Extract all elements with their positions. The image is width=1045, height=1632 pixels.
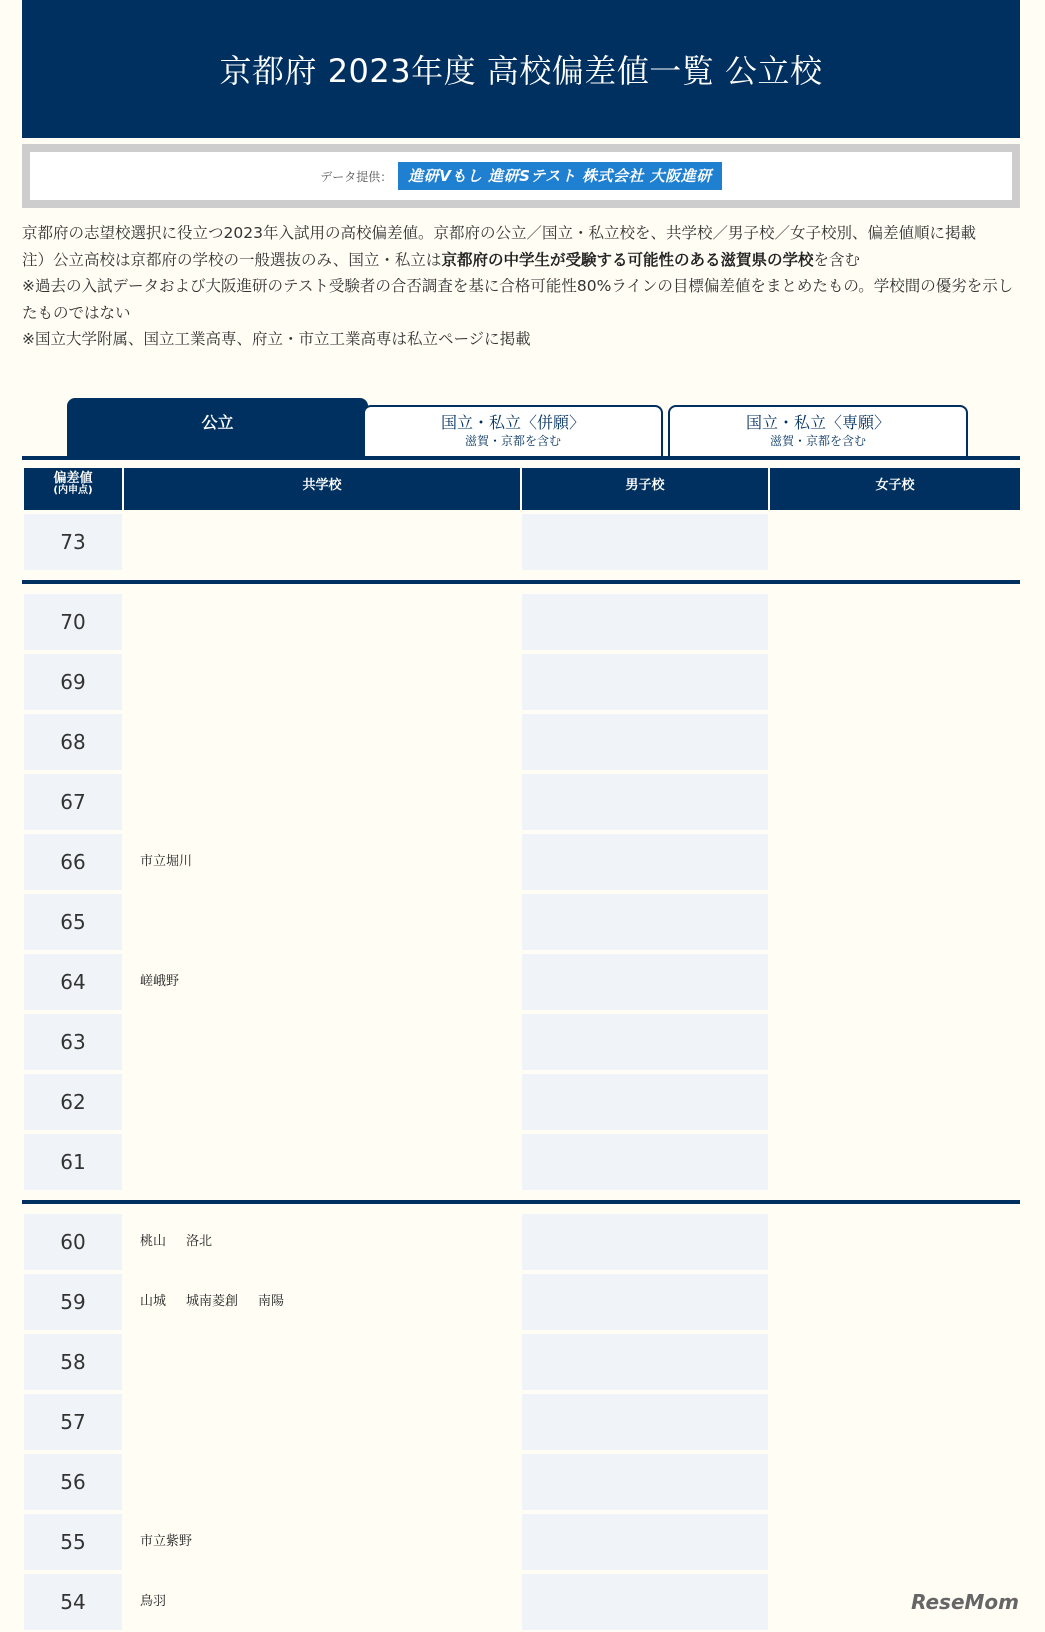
- coed-cell: [124, 1014, 520, 1070]
- school-name: 南陽: [258, 1294, 285, 1309]
- table-row: [22, 772, 1020, 832]
- table-header: [22, 468, 1020, 512]
- score-cell: 67: [24, 774, 122, 830]
- tab-bar: [22, 398, 1020, 460]
- tab-label: 国立・私立〈専願〉: [745, 413, 890, 432]
- coed-cell: [124, 714, 520, 770]
- header-boys: 男子校: [522, 468, 768, 510]
- girls-cell: [770, 1334, 1020, 1390]
- description-note: ※過去の入試データおよび大阪進研のテスト受験者の合否調査を基に合格可能性80%ラインの目標偏差値をまとめたもの。学校間の優劣を示したものではない: [22, 277, 1014, 322]
- girls-cell: [770, 1274, 1020, 1330]
- boys-cell: [522, 1074, 768, 1130]
- girls-cell: [770, 514, 1020, 570]
- boys-cell: [522, 894, 768, 950]
- score-cell: 58: [24, 1334, 122, 1390]
- coed-cell: [124, 1274, 520, 1330]
- table-row: [22, 892, 1020, 952]
- table-row: [22, 1132, 1020, 1192]
- table-row: [22, 1572, 1020, 1632]
- boys-cell: [522, 1394, 768, 1450]
- tab-sublabel: 滋賀・京都を含む: [769, 434, 866, 448]
- table-row: [22, 512, 1020, 572]
- school-name: 嵯峨野: [140, 974, 180, 989]
- school-name: 市立堀川: [140, 854, 193, 869]
- group-separator: [22, 580, 1020, 584]
- girls-cell: [770, 1394, 1020, 1450]
- note-bold: 京都府の中学生が受験する可能性のある滋賀県の学校: [441, 250, 814, 269]
- tab-sublabel: 滋賀・京都を含む: [464, 434, 561, 448]
- header-girls: 女子校: [770, 468, 1020, 510]
- note-post: を含む: [813, 250, 860, 269]
- table-row: [22, 652, 1020, 712]
- description: [22, 220, 1020, 353]
- coed-cell: [124, 1514, 520, 1570]
- boys-cell: [522, 1274, 768, 1330]
- group-separator: [22, 1200, 1020, 1204]
- girls-cell: [770, 954, 1020, 1010]
- table-row: [22, 1012, 1020, 1072]
- school-name: 城南菱創: [186, 1294, 239, 1309]
- table-row: [22, 592, 1020, 652]
- coed-cell: [124, 654, 520, 710]
- boys-cell: [522, 1514, 768, 1570]
- girls-cell: [770, 1074, 1020, 1130]
- boys-cell: [522, 1214, 768, 1270]
- coed-cell: [124, 894, 520, 950]
- data-provider-inner: [30, 152, 1012, 200]
- score-cell: 73: [24, 514, 122, 570]
- table-row: [22, 1272, 1020, 1332]
- tab-label: 国立・私立〈併願〉: [440, 413, 585, 432]
- tab-national-private-combined[interactable]: [363, 405, 663, 456]
- coed-cell: [124, 1394, 520, 1450]
- watermark-logo: ReseMom: [911, 1590, 1019, 1614]
- score-cell: 54: [24, 1574, 122, 1630]
- score-cell: 69: [24, 654, 122, 710]
- score-cell: 64: [24, 954, 122, 1010]
- score-cell: 68: [24, 714, 122, 770]
- score-cell: 70: [24, 594, 122, 650]
- score-cell: 62: [24, 1074, 122, 1130]
- description-line: 京都府の志望校選択に役立つ2023年入試用の高校偏差値。京都府の公立／国立・私立校を、共学校／男子校／女子校別、偏差値順に掲載: [22, 224, 976, 242]
- boys-cell: [522, 834, 768, 890]
- score-cell: 57: [24, 1394, 122, 1450]
- coed-cell: [124, 1454, 520, 1510]
- coed-cell: [124, 514, 520, 570]
- table-row: [22, 1452, 1020, 1512]
- coed-cell: [124, 1074, 520, 1130]
- coed-cell: [124, 954, 520, 1010]
- boys-cell: [522, 1454, 768, 1510]
- school-name: 市立紫野: [140, 1534, 193, 1549]
- coed-cell: [124, 594, 520, 650]
- boys-cell: [522, 514, 768, 570]
- tab-label: 公立: [201, 413, 234, 432]
- school-name: 山城: [140, 1294, 167, 1309]
- page-title: 京都府 2023年度 高校偏差値一覧 公立校: [219, 52, 823, 90]
- girls-cell: [770, 1014, 1020, 1070]
- boys-cell: [522, 1014, 768, 1070]
- score-cell: 55: [24, 1514, 122, 1570]
- boys-cell: [522, 1134, 768, 1190]
- table-body: [22, 512, 1020, 1632]
- coed-cell: [124, 1134, 520, 1190]
- score-cell: 61: [24, 1134, 122, 1190]
- boys-cell: [522, 714, 768, 770]
- girls-cell: [770, 1454, 1020, 1510]
- table-row: [22, 1512, 1020, 1572]
- boys-cell: [522, 774, 768, 830]
- tab-national-private-exclusive[interactable]: [668, 405, 968, 456]
- score-cell: 56: [24, 1454, 122, 1510]
- school-name: 鳥羽: [140, 1594, 167, 1609]
- table-row: [22, 1072, 1020, 1132]
- girls-cell: [770, 894, 1020, 950]
- header-score-label: 偏差値: [53, 471, 93, 486]
- girls-cell: [770, 1514, 1020, 1570]
- boys-cell: [522, 594, 768, 650]
- description-note: [22, 247, 1020, 274]
- boys-cell: [522, 1334, 768, 1390]
- school-name: 桃山: [140, 1234, 167, 1249]
- girls-cell: [770, 594, 1020, 650]
- table-row: [22, 712, 1020, 772]
- girls-cell: [770, 714, 1020, 770]
- deviation-table: [22, 464, 1020, 1632]
- score-cell: 66: [24, 834, 122, 890]
- score-cell: 65: [24, 894, 122, 950]
- description-note: ※国立大学附属、国立工業高専、府立・市立工業高専は私立ページに掲載: [22, 330, 531, 348]
- coed-cell: [124, 1334, 520, 1390]
- girls-cell: [770, 654, 1020, 710]
- data-provider-box: [22, 144, 1020, 208]
- note-pre: 注）公立高校は京都府の学校の一般選抜のみ、国立・私立は: [22, 250, 442, 269]
- coed-cell: [124, 834, 520, 890]
- boys-cell: [522, 954, 768, 1010]
- school-name: 洛北: [186, 1234, 213, 1249]
- header-score: [24, 468, 122, 510]
- header-score-sub: (内申点): [53, 485, 93, 496]
- table-row: [22, 1212, 1020, 1272]
- provider-label: データ提供：: [320, 169, 393, 184]
- girls-cell: [770, 834, 1020, 890]
- girls-cell: [770, 774, 1020, 830]
- coed-cell: [124, 774, 520, 830]
- table-row: [22, 952, 1020, 1012]
- tab-underline: [22, 456, 1020, 460]
- girls-cell: [770, 1214, 1020, 1270]
- score-cell: 60: [24, 1214, 122, 1270]
- provider-logo: 進研Vもし 進研Sテスト 株式会社 大阪進研: [398, 162, 721, 190]
- tab-public[interactable]: [67, 398, 368, 456]
- page-header: [22, 0, 1020, 138]
- table-row: [22, 1392, 1020, 1452]
- coed-cell: [124, 1214, 520, 1270]
- girls-cell: [770, 1134, 1020, 1190]
- table-row: [22, 1332, 1020, 1392]
- boys-cell: [522, 654, 768, 710]
- table-row: [22, 832, 1020, 892]
- score-cell: 59: [24, 1274, 122, 1330]
- header-coed: 共学校: [124, 468, 520, 510]
- score-cell: 63: [24, 1014, 122, 1070]
